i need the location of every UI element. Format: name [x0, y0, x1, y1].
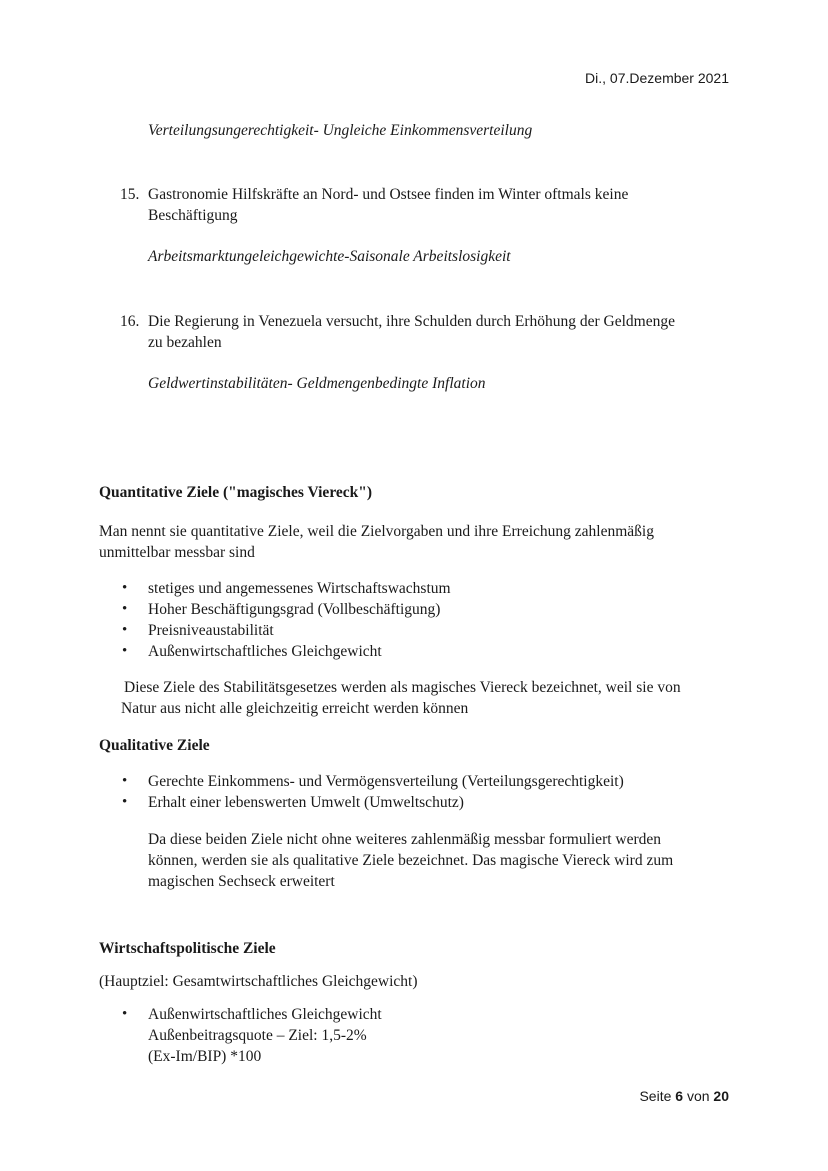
list-item: • Hoher Beschäftigungsgrad (Vollbeschäftigung): [122, 601, 441, 618]
qualitative-heading: Qualitative Ziele: [99, 737, 210, 754]
note-line: Diese Ziele des Stabilitätsgesetzes werden als magisches Viereck bezeichnet, weil sie von: [124, 679, 681, 696]
intro-line: unmittelbar messbar sind: [99, 544, 255, 561]
answer-previous-item: Verteilungsungerechtigkeit- Ungleiche Einkommensverteilung: [148, 122, 533, 139]
answer-item-15: Arbeitsmarktungeleichgewichte-Saisonale Arbeitslosigkeit: [148, 248, 511, 265]
footer-prefix: Seite: [639, 1088, 672, 1104]
list-item: • stetiges und angemessenes Wirtschaftswachstum: [122, 580, 451, 597]
quantitative-intro: [99, 521, 739, 563]
intro-line: Man nennt sie quantitative Ziele, weil die Zielvorgaben und ihre Erreichung zahlenmäßig: [99, 523, 654, 540]
page-date: Di., 07.Dezember 2021: [585, 70, 729, 86]
list-item-15: [120, 184, 720, 226]
qualitative-note: [148, 829, 748, 892]
list-item: • Erhalt einer lebenswerten Umwelt (Umweltschutz): [122, 794, 464, 811]
bullet-icon: •: [122, 1006, 128, 1022]
item-text-line: Die Regierung in Venezuela versucht, ihre Schulden durch Erhöhung der Geldmenge: [148, 313, 675, 330]
quantitative-heading: Quantitative Ziele ("magisches Viereck"): [99, 484, 373, 501]
current-page-number: 6: [675, 1088, 684, 1104]
bullet-icon: •: [122, 643, 128, 659]
list-item-16: [120, 311, 720, 353]
note-line: Da diese beiden Ziele nicht ohne weiteres zahlenmäßig messbar formuliert werden: [148, 831, 662, 848]
economic-policy-heading: Wirtschaftspolitische Ziele: [99, 940, 276, 957]
page-footer: [639, 1086, 729, 1107]
item-number: 16.: [120, 313, 140, 330]
list-item: [120, 1004, 740, 1067]
bullet-icon: •: [122, 580, 128, 596]
item-text-line: Beschäftigung: [148, 207, 238, 224]
economic-policy-list: [120, 1004, 740, 1067]
bullet-icon: •: [122, 601, 128, 617]
footer-middle: von: [686, 1088, 710, 1104]
list-item: • Preisniveaustabilität: [122, 622, 274, 639]
qualitative-goals-list: [120, 771, 740, 813]
list-item: • Gerechte Einkommens- und Vermögensverteilung (Verteilungsgerechtigkeit): [122, 773, 624, 790]
note-line: Natur aus nicht alle gleichzeitig erreicht werden können: [121, 700, 469, 717]
bullet-icon: •: [122, 622, 128, 638]
total-page-count: 20: [713, 1088, 729, 1104]
bullet-icon: •: [122, 794, 128, 810]
bullet-formula: (Ex-Im/BIP) *100: [148, 1048, 262, 1065]
note-line: können, werden sie als qualitative Ziele bezeichnet. Das magische Viereck wird zum: [148, 852, 674, 869]
bullet-title: Außenwirtschaftliches Gleichgewicht: [148, 1006, 382, 1023]
list-item: • Außenwirtschaftliches Gleichgewicht: [122, 643, 382, 660]
bullet-detail: Außenbeitragsquote – Ziel: 1,5-2%: [148, 1027, 367, 1044]
note-line: magischen Sechseck erweitert: [148, 873, 335, 890]
economic-policy-subtitle: (Hauptziel: Gesamtwirtschaftliches Gleichgewicht): [99, 973, 418, 990]
quantitative-note: [99, 677, 749, 719]
answer-item-16: Geldwertinstabilitäten- Geldmengenbedingte Inflation: [148, 375, 486, 392]
item-text-line: Gastronomie Hilfskräfte an Nord- und Ostsee finden im Winter oftmals keine: [148, 186, 629, 203]
bullet-icon: •: [122, 773, 128, 789]
item-number: 15.: [120, 186, 140, 203]
item-text-line: zu bezahlen: [148, 334, 222, 351]
quantitative-goals-list: [120, 578, 740, 662]
